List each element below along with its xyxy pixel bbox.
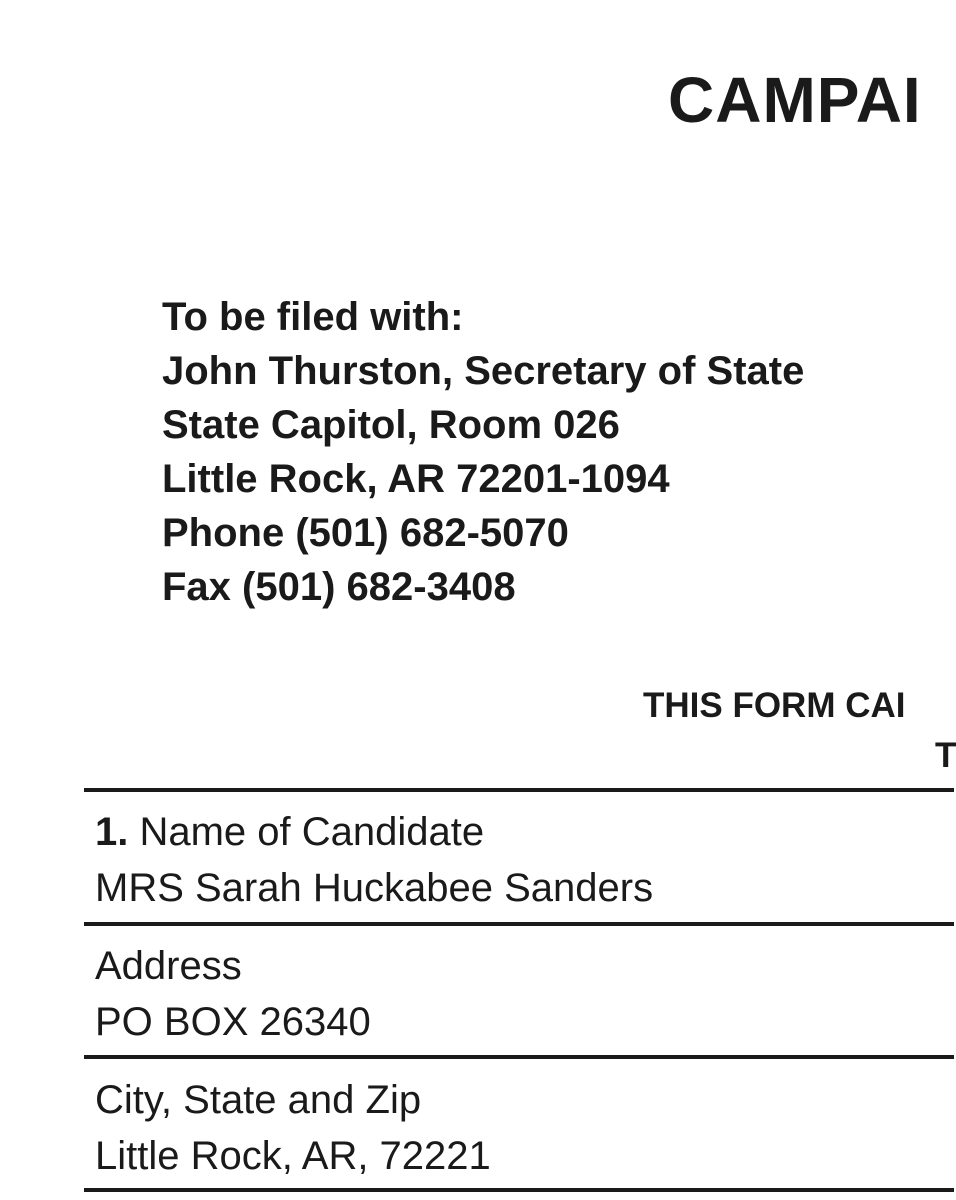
city-state-zip-label: City, State and Zip xyxy=(95,1078,422,1122)
filing-official: John Thurston, Secretary of State xyxy=(162,349,805,393)
filing-heading: To be filed with: xyxy=(162,295,464,339)
filing-city: Little Rock, AR 72201-1094 xyxy=(162,457,670,501)
divider xyxy=(84,1188,954,1192)
filing-address-block xyxy=(162,290,804,614)
form-title: CAMPAI xyxy=(668,64,922,136)
filing-room: State Capitol, Room 026 xyxy=(162,403,620,447)
divider xyxy=(84,922,954,926)
candidate-name-label xyxy=(95,804,653,860)
form-notice-continued: T xyxy=(935,736,956,775)
filing-fax: Fax (501) 682-3408 xyxy=(162,565,516,609)
candidate-name-value: MRS Sarah Huckabee Sanders xyxy=(95,866,654,910)
address-label: Address xyxy=(95,944,242,988)
address-field xyxy=(95,938,371,1050)
filing-phone: Phone (501) 682-5070 xyxy=(162,511,569,555)
form-notice: THIS FORM CAI xyxy=(643,686,906,725)
candidate-name-field xyxy=(95,804,653,916)
city-state-zip-value: Little Rock, AR, 72221 xyxy=(95,1134,491,1178)
address-value: PO BOX 26340 xyxy=(95,1000,371,1044)
divider xyxy=(84,1055,954,1059)
candidate-name-label-text: Name of Candidate xyxy=(128,810,485,854)
city-state-zip-field xyxy=(95,1072,491,1184)
field-number: 1. xyxy=(95,810,129,854)
divider xyxy=(84,788,954,792)
